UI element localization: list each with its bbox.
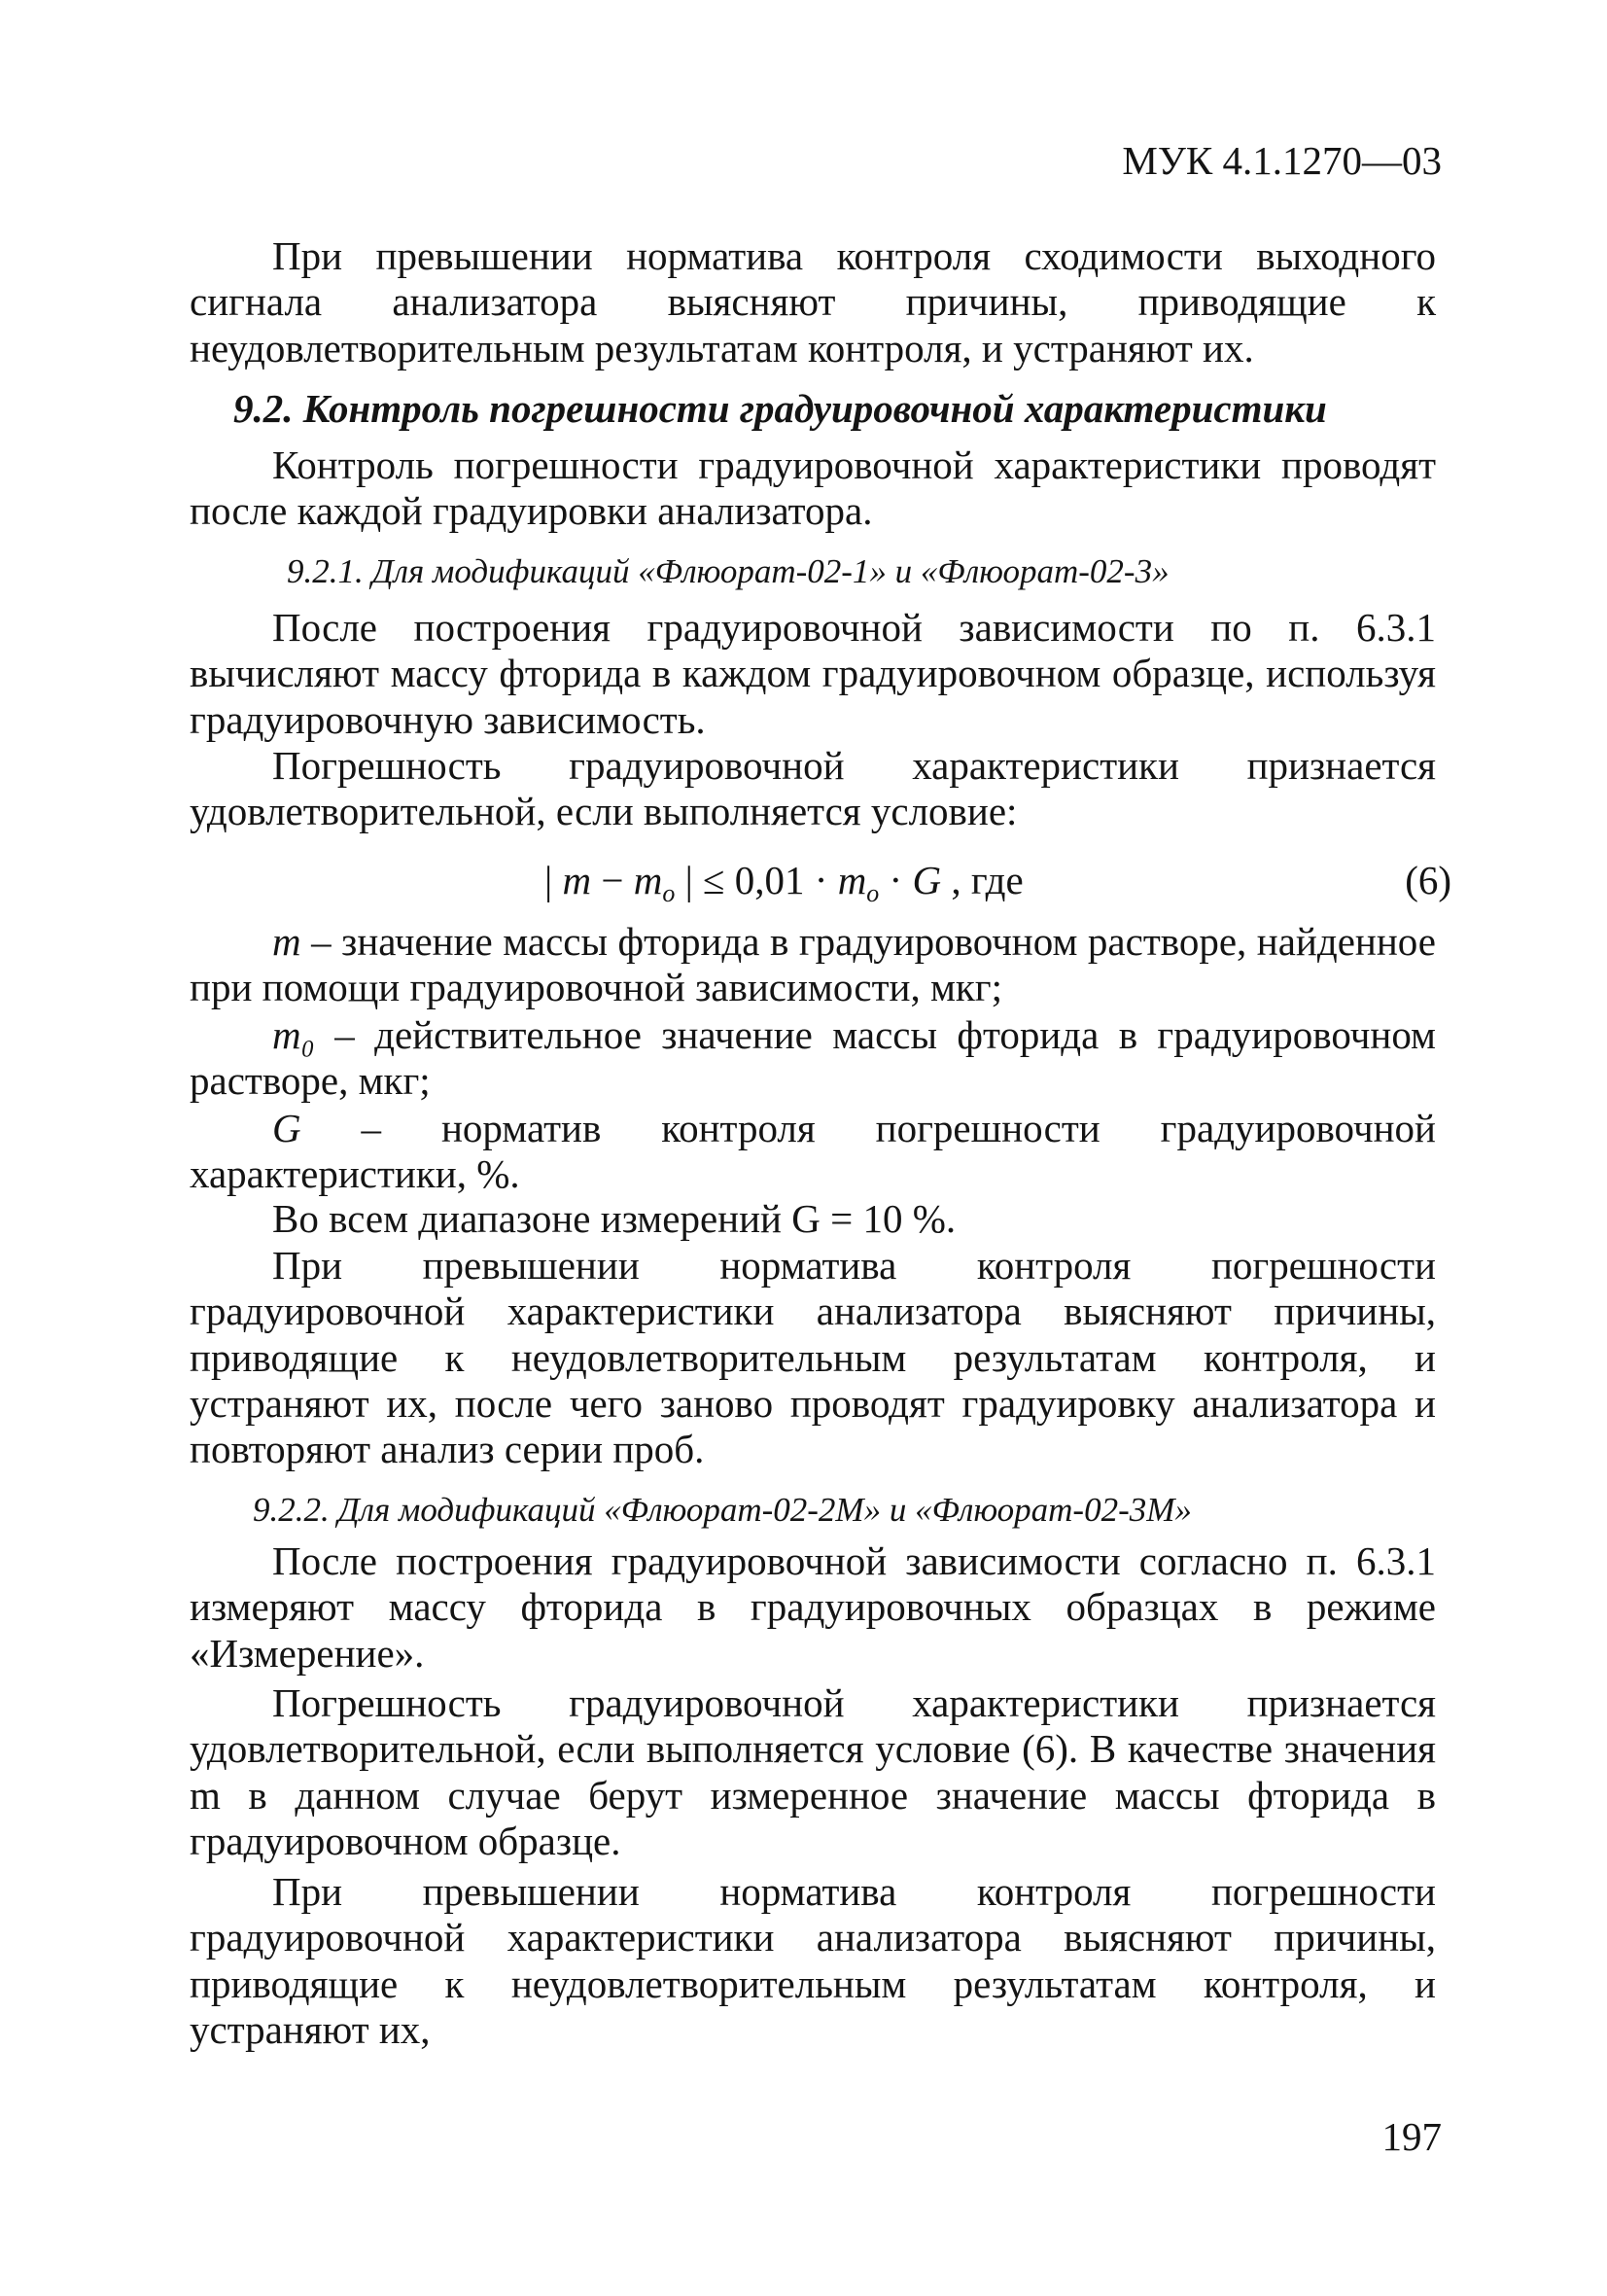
section-heading-9-2: 9.2. Контроль погрешности градуировочной характеристики <box>233 386 1327 431</box>
subsection-heading-9-2-2: 9.2.2. Для модификаций «Флюорат-02-2М» и «Флюорат-02-3М» <box>253 1491 1192 1529</box>
document-code: МУК 4.1.1270—03 <box>1122 138 1442 183</box>
formula-6: | $m - m_o$ | ≤ $0,01 \cdot m_o \cdot G$ , где <box>544 858 1024 907</box>
paragraph-calculate-fluoride-mass: После построения градуировочной зависимости по п. 6.3.1 вычисляют массу фторида в каждом градуировочном образце, используя градуировочную зависимость. <box>190 605 1436 742</box>
subsection-heading-9-2-1: 9.2.1. Для модификаций «Флюорат-02-1» и «Флюорат-02-3» <box>287 552 1170 590</box>
equation-number: (6) <box>1405 858 1451 902</box>
definition-m: m – значение массы фторида в градуировочном растворе, найденное при помощи градуировочной зависимости, мкг; <box>190 919 1436 1010</box>
paragraph-calibration-error-intro: Контроль погрешности градуировочной характеристики проводят после каждой градуировки анализатора. <box>190 442 1436 534</box>
paragraph-exceedance-recalibration: При превышении норматива контроля погрешности градуировочной характеристики анализатора выясняют причины, приводящие к неудовлетворительным результатам контроля, и устраняют их, после чего заново проводят градуировку анализатора и повторяют анализ серии проб. <box>190 1243 1436 1472</box>
paragraph-measure-fluoride-mass: После построения градуировочной зависимости согласно п. 6.3.1 измеряют массу фторида в градуировочных образцах в режиме «Измерение». <box>190 1538 1436 1676</box>
page-number: 197 <box>1381 2114 1442 2159</box>
paragraph-condition-6: Погрешность градуировочной характеристики признается удовлетворительной, если выполняется условие (6). В качестве значения m в данном случае берут измеренное значение массы фторида в градуировочном образце. <box>190 1680 1436 1863</box>
paragraph-convergence-control: При превышении норматива контроля сходимости выходного сигнала анализатора выясняют причины, приводящие к неудовлетворительным результатам контроля, и устраняют их. <box>190 233 1436 371</box>
paragraph-condition-intro: Погрешность градуировочной характеристики признается удовлетворительной, если выполняется условие: <box>190 743 1436 834</box>
definition-m0: m₀ – действительное значение массы фторида в градуировочном растворе, мкг; <box>190 1012 1436 1104</box>
paragraph-exceedance-causes: При превышении норматива контроля погрешности градуировочной характеристики анализатора выясняют причины, приводящие к неудовлетворительным результатам контроля, и устраняют их, <box>190 1869 1436 2052</box>
paragraph-measurement-range: Во всем диапазоне измерений G = 10 %. <box>272 1196 957 1241</box>
definition-G: G – норматив контроля погрешности градуировочной характеристики, %. <box>190 1106 1436 1197</box>
